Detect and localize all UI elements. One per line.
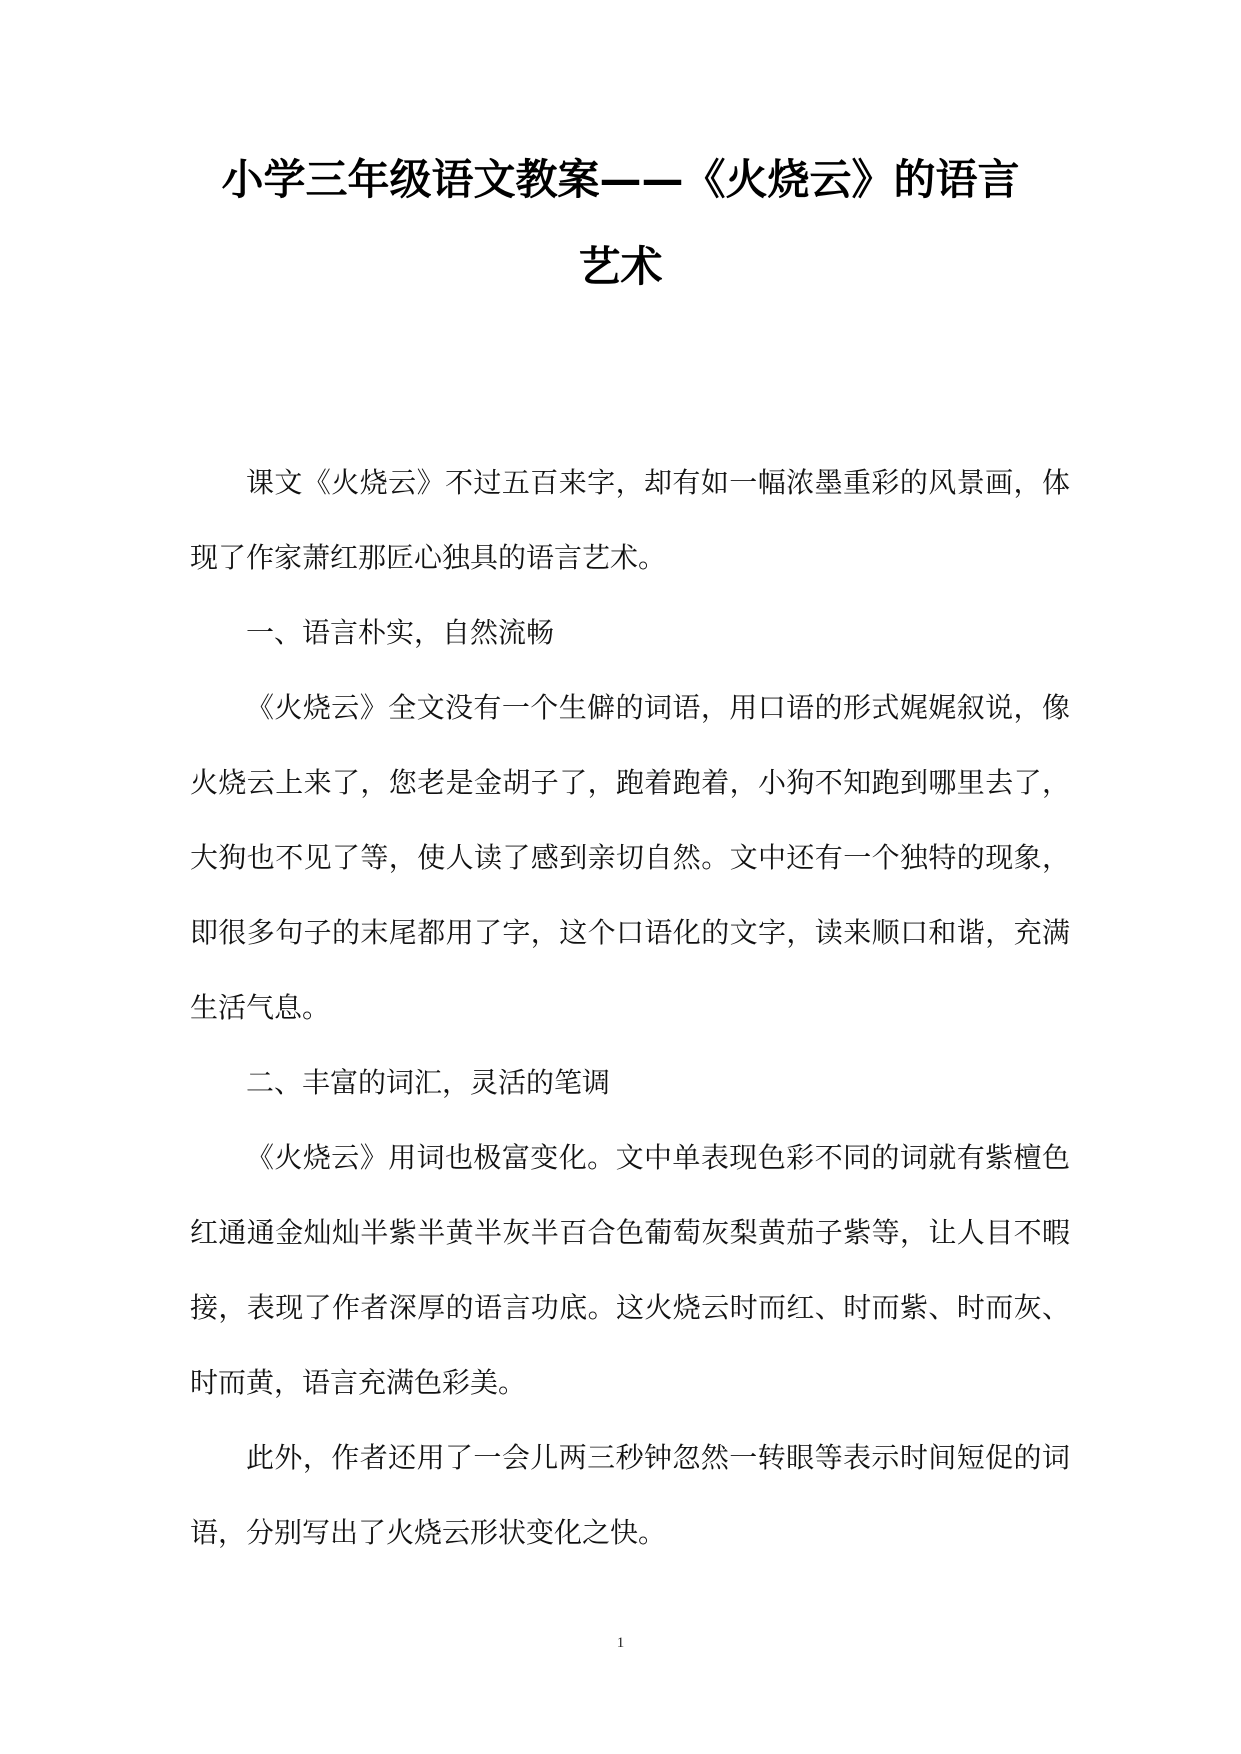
document-body xyxy=(190,445,1070,1570)
paragraph-intro: 课文《火烧云》不过五百来字，却有如一幅浓墨重彩的风景画，体现了作家萧红那匠心独具的语言艺术。 xyxy=(190,466,1070,574)
section-heading-1: 一、语言朴实，自然流畅 xyxy=(246,616,555,649)
page-number: 1 xyxy=(616,1635,625,1651)
paragraph-section-2: 《火烧云》用词也极富变化。文中单表现色彩不同的词就有紫檀色红通通金灿灿半紫半黄半灰半百合色葡萄灰梨黄茄子紫等，让人目不暇接，表现了作者深厚的语言功底。这火烧云时而红、时而紫、时而灰、时而黄，语言充满色彩美。 xyxy=(190,1141,1070,1399)
paragraph-section-1: 《火烧云》全文没有一个生僻的词语，用口语的形式娓娓叙说，像火烧云上来了，您老是金胡子了，跑着跑着，小狗不知跑到哪里去了，大狗也不见了等，使人读了感到亲切自然。文中还有一个独特的现象，即很多句子的末尾都用了字，这个口语化的文字，读来顺口和谐，充满生活气息。 xyxy=(190,691,1070,1024)
section-heading-2: 二、丰富的词汇，灵活的笔调 xyxy=(246,1066,611,1099)
paragraph-section-2-extra: 此外，作者还用了一会儿两三秒钟忽然一转眼等表示时间短促的词语，分别写出了火烧云形状变化之快。 xyxy=(190,1441,1070,1549)
document-title-line-1: 小学三年级语文教案——《火烧云》的语言 xyxy=(221,155,1020,204)
document-title-line-2: 艺术 xyxy=(578,242,663,291)
